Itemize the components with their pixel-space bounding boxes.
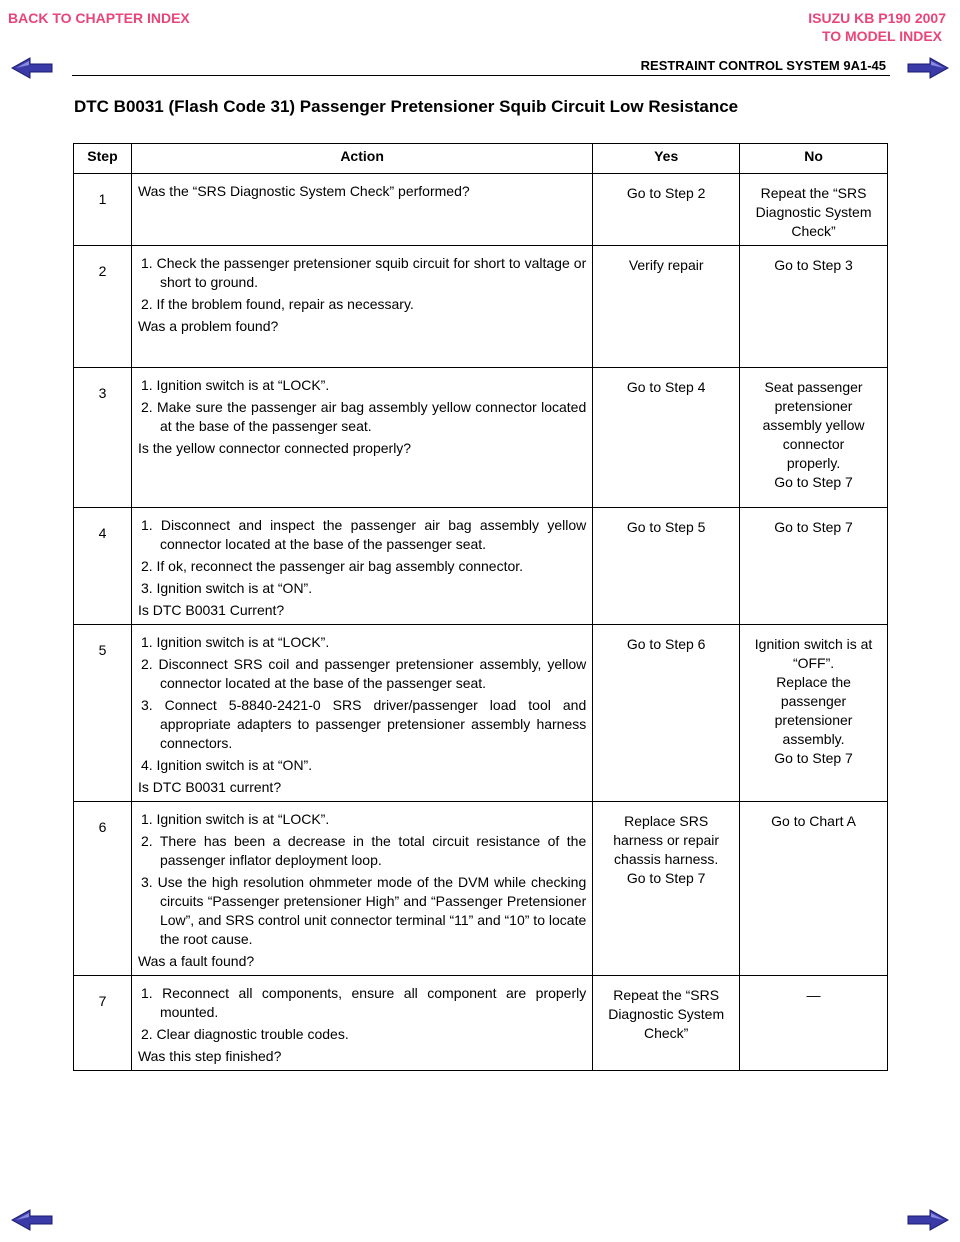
page-title: DTC B0031 (Flash Code 31) Passenger Pretensioner Squib Circuit Low Resistance	[74, 97, 739, 116]
action-step-item: 2. Disconnect SRS coil and passenger pretensioner assembly, yellow connector located at the base of the passenger seat.	[140, 656, 587, 691]
no-result-line: Go to Step 7	[774, 750, 853, 766]
no-result-cell	[740, 508, 888, 625]
action-steps-list	[138, 516, 586, 598]
step-number: 6	[74, 802, 132, 976]
action-step-item: 1. Reconnect all components, ensure all component are properly mounted.	[140, 985, 587, 1020]
yes-result-line: Go to Step 5	[626, 519, 706, 535]
action-step-item: 2. There has been a decrease in the total circuit resistance of the passenger inflator deployment loop.	[140, 833, 587, 868]
action-step-item: 3. Connect 5-8840-2421-0 SRS driver/passenger load tool and appropriate adapters to passenger pretensioner assembly harness connectors.	[140, 697, 587, 751]
action-step-item: 4. Ignition switch is at “ON”.	[140, 757, 313, 773]
back-to-chapter-index-link[interactable]: BACK TO CHAPTER INDEX	[8, 10, 190, 26]
no-result-line: Go to Step 3	[774, 257, 853, 273]
action-question: Is DTC B0031 Current?	[137, 602, 285, 618]
next-page-arrow-icon[interactable]	[906, 56, 950, 80]
no-result-line: properly.	[786, 455, 841, 471]
yes-result-line: Go to Step 4	[626, 379, 706, 395]
no-result-cell	[740, 976, 888, 1071]
no-result-line: Go to Step 7	[774, 474, 853, 490]
action-question: Is the yellow connector connected properly?	[137, 440, 412, 456]
next-page-bottom-arrow-icon[interactable]	[906, 1208, 950, 1232]
no-result-line: “OFF”.	[792, 655, 835, 671]
no-result-cell	[740, 802, 888, 976]
step-number: 2	[74, 246, 132, 368]
no-result-line: —	[806, 987, 821, 1003]
action-step-item: 1. Ignition switch is at “LOCK”.	[140, 377, 330, 393]
table-row	[74, 802, 888, 976]
yes-result-cell	[593, 802, 740, 976]
step-number: 5	[74, 625, 132, 802]
yes-result-line: chassis harness.	[614, 851, 719, 867]
yes-result-cell	[593, 368, 740, 508]
yes-result-line: Verify repair	[628, 257, 704, 273]
action-steps-list	[138, 254, 586, 314]
action-step-item: 2. If the broblem found, repair as necessary.	[140, 296, 414, 312]
yes-result-cell	[593, 508, 740, 625]
table-row	[74, 625, 888, 802]
table-header-row	[74, 144, 888, 174]
no-result-line: pretensioner	[774, 712, 853, 728]
no-result-line: Seat passenger	[764, 379, 863, 395]
no-result-line: Check”	[791, 223, 836, 239]
action-step-item: 1. Ignition switch is at “LOCK”.	[140, 634, 330, 650]
yes-result-line: harness or repair	[613, 832, 720, 848]
no-result-line: Ignition switch is at	[754, 636, 873, 652]
yes-result-line: Repeat the “SRS	[613, 987, 720, 1003]
yes-result-line: Check”	[643, 1025, 689, 1041]
action-step-item: 2. If ok, reconnect the passenger air bag assembly connector.	[140, 558, 524, 574]
step-number: 4	[74, 508, 132, 625]
table-row	[74, 508, 888, 625]
no-result-line: Repeat the “SRS	[760, 185, 867, 201]
action-step-item: 1. Ignition switch is at “LOCK”.	[140, 811, 330, 827]
no-result-line: Go to Step 7	[774, 519, 853, 535]
action-step-item: 1. Disconnect and inspect the passenger air bag assembly yellow connector located at the base of the passenger seat.	[140, 517, 587, 552]
no-result-line: Diagnostic System	[755, 204, 872, 220]
action-steps-list	[138, 633, 586, 775]
yes-result-line: Replace SRS	[624, 813, 709, 829]
yes-result-cell	[593, 625, 740, 802]
yes-result-line: Go to Step 7	[626, 870, 706, 886]
action-cell	[131, 976, 592, 1071]
yes-result-line: Diagnostic System	[608, 1006, 725, 1022]
yes-result-line: Go to Step 2	[626, 185, 706, 201]
no-result-cell	[740, 246, 888, 368]
model-title-link[interactable]: ISUZU KB P190 2007	[808, 10, 946, 26]
yes-result-cell	[593, 976, 740, 1071]
to-model-index-link[interactable]: TO MODEL INDEX	[821, 28, 942, 44]
action-question: Was a fault found?	[137, 953, 255, 969]
table-row	[74, 368, 888, 508]
table-row	[74, 174, 888, 246]
no-result-line: passenger	[780, 693, 847, 709]
no-result-cell	[740, 174, 888, 246]
previous-page-bottom-arrow-icon[interactable]	[10, 1208, 54, 1232]
no-result-line: Replace the	[776, 674, 851, 690]
action-step-item: 1. Check the passenger pretensioner squib circuit for short to valtage or short to ground.	[140, 255, 587, 290]
table-row	[74, 246, 888, 368]
action-cell	[131, 508, 592, 625]
no-result-line: connector	[782, 436, 845, 452]
diagnostic-table	[73, 143, 888, 1071]
action-question: Was the “SRS Diagnostic System Check” performed?	[137, 183, 470, 199]
header-no: No	[740, 144, 888, 174]
table-row	[74, 976, 888, 1071]
running-head: RESTRAINT CONTROL SYSTEM 9A1-45	[640, 58, 886, 73]
action-cell	[131, 802, 592, 976]
previous-page-arrow-icon[interactable]	[10, 56, 54, 80]
action-cell	[131, 368, 592, 508]
no-result-cell	[740, 368, 888, 508]
yes-result-cell	[593, 246, 740, 368]
action-question: Is DTC B0031 current?	[137, 779, 282, 795]
header-action: Action	[131, 144, 592, 174]
header-yes: Yes	[593, 144, 740, 174]
no-result-cell	[740, 625, 888, 802]
no-result-line: Go to Chart A	[771, 813, 856, 829]
action-steps-list	[138, 376, 586, 436]
step-number: 7	[74, 976, 132, 1071]
no-result-line: assembly yellow	[762, 417, 865, 433]
yes-result-cell	[593, 174, 740, 246]
yes-result-line: Go to Step 6	[626, 636, 706, 652]
header-divider	[72, 75, 890, 76]
action-cell	[131, 174, 592, 246]
action-step-item: 2. Clear diagnostic trouble codes.	[140, 1026, 349, 1042]
action-steps-list	[138, 984, 586, 1044]
action-cell	[131, 246, 592, 368]
action-step-item: 3. Use the high resolution ohmmeter mode of the DVM while checking circuits “Passenger pretensioner High” and “Passenger Pretensioner Low”, and SRS control unit connector terminal “11” and “10” to locate the root cause.	[140, 874, 587, 947]
no-result-line: assembly.	[782, 731, 845, 747]
no-result-line: pretensioner	[774, 398, 853, 414]
action-steps-list	[138, 810, 586, 949]
action-question: Was a problem found?	[137, 318, 279, 334]
action-step-item: 2. Make sure the passenger air bag assembly yellow connector located at the base of the passenger seat.	[140, 399, 587, 434]
action-question: Was this step finished?	[137, 1048, 282, 1064]
header-step: Step	[74, 144, 132, 174]
action-step-item: 3. Ignition switch is at “ON”.	[140, 580, 313, 596]
step-number: 1	[74, 174, 132, 246]
step-number: 3	[74, 368, 132, 508]
action-cell	[131, 625, 592, 802]
